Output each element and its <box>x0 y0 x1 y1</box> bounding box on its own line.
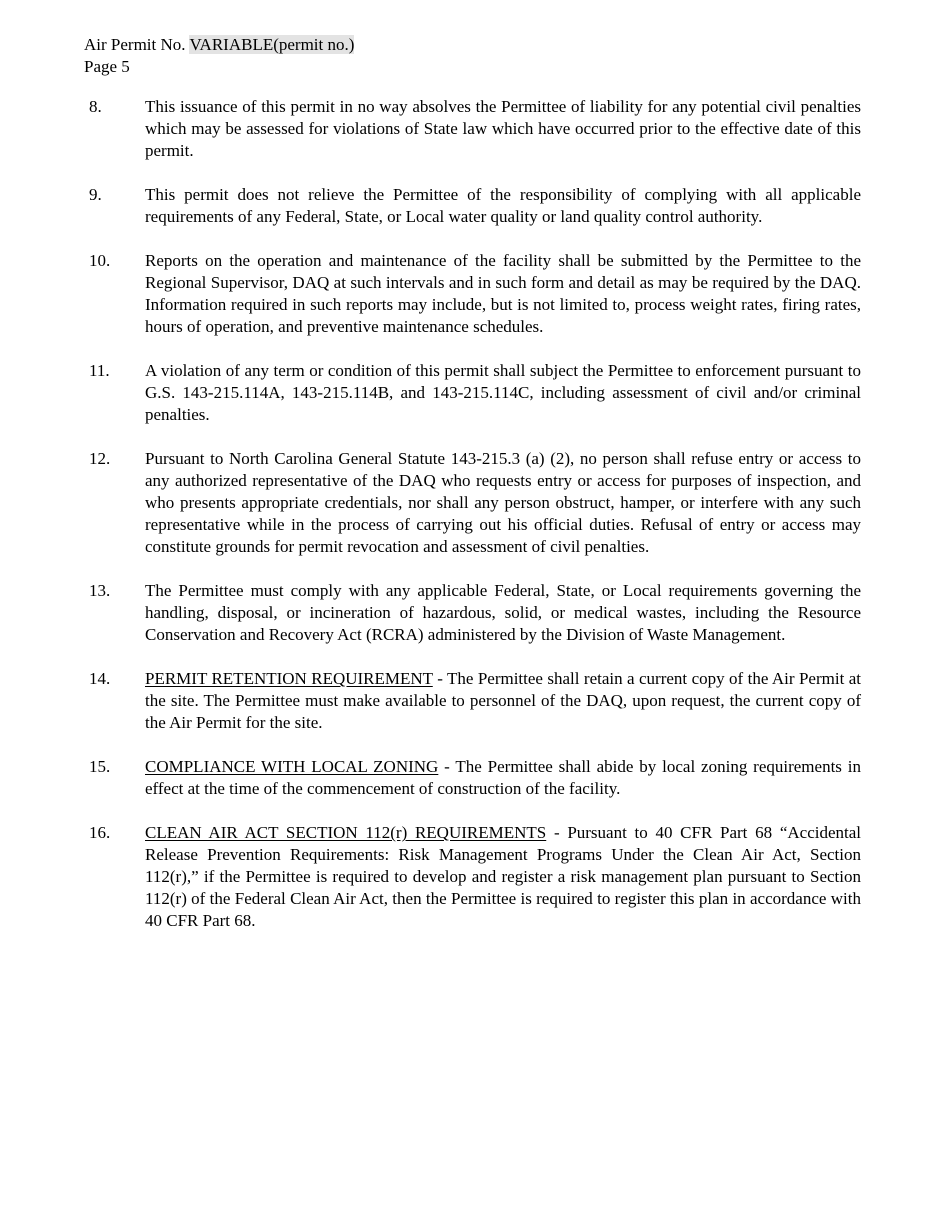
conditions-list <box>89 96 861 954</box>
condition-title: PERMIT RETENTION REQUIREMENT <box>145 669 433 688</box>
condition-item <box>89 822 861 932</box>
condition-number: 12. <box>89 449 111 468</box>
condition-body: The Permittee must comply with any applicable Federal, State, or Local requirements governing the handling, disposal, or incineration of hazardous, solid, or medical wastes, including the Resource Conservation and Recovery Act (RCRA) administered by the Division of Waste Management. <box>145 581 861 644</box>
condition-number: 13. <box>89 581 111 600</box>
condition-body: A violation of any term or condition of this permit shall subject the Permittee to enforcement pursuant to G.S. 143-215.114A, 143-215.114B, and 143-215.114C, including assessment of civil and/or criminal penalties. <box>145 361 861 424</box>
condition-item <box>89 184 861 228</box>
page-number: Page 5 <box>84 57 130 76</box>
condition-body: Pursuant to North Carolina General Statute 143-215.3 (a) (2), no person shall refuse entry or access to any authorized representative of the DAQ who requests entry or access for purposes of inspection, and who presents appropriate credentials, nor shall any person obstruct, hamper, or interfere with any such representative while in the process of carrying out his official duties. Refusal of entry or access may constitute grounds for permit revocation and assessment of civil penalties. <box>145 449 861 556</box>
permit-number-line <box>84 34 354 56</box>
condition-item <box>89 448 861 558</box>
permit-number-field-end: ) <box>348 35 355 54</box>
condition-number: 9. <box>89 185 102 204</box>
condition-text <box>145 822 861 932</box>
permit-number-field: VARIABLE(permit no. <box>189 35 349 54</box>
condition-item <box>89 96 861 162</box>
condition-number: 16. <box>89 823 111 842</box>
condition-item <box>89 250 861 338</box>
condition-text <box>145 448 861 558</box>
condition-title: COMPLIANCE WITH LOCAL ZONING <box>145 757 439 776</box>
condition-title: CLEAN AIR ACT SECTION 112(r) REQUIREMENTS <box>145 823 547 842</box>
condition-number: 11. <box>89 361 110 380</box>
condition-text <box>145 756 861 800</box>
condition-number: 10. <box>89 251 111 270</box>
condition-item <box>89 580 861 646</box>
page-header <box>84 34 354 78</box>
condition-item <box>89 668 861 734</box>
condition-number: 15. <box>89 757 111 776</box>
permit-label: Air Permit No. <box>84 35 190 54</box>
condition-text <box>145 250 861 338</box>
condition-body: Reports on the operation and maintenance of the facility shall be submitted by the Permittee to the Regional Supervisor, DAQ at such intervals and in such form and detail as may be required by the DAQ. Information required in such reports may include, but is not limited to, process weight rates, firing rates, hours of operation, and preventive maintenance schedules. <box>145 251 861 336</box>
condition-body: - The Permittee shall abide by local zoning requirements in effect at the time of the commencement of construction of the facility. <box>145 757 861 798</box>
condition-body: - Pursuant to 40 CFR Part 68 “Accidental Release Prevention Requirements: Risk Management Programs Under the Clean Air Act, Section 112(r),” if the Permittee is required to develop and register a risk management plan pursuant to Section 112(r) of the Federal Clean Air Act, then the Permittee is required to register this plan in accordance with 40 CFR Part 68. <box>145 823 862 930</box>
condition-text <box>145 184 861 228</box>
condition-body: This issuance of this permit in no way absolves the Permittee of liability for any potential civil penalties which may be assessed for violations of State law which have occurred prior to the effective date of this permit. <box>145 97 861 160</box>
condition-text <box>145 360 861 426</box>
condition-body: - The Permittee shall retain a current copy of the Air Permit at the site. The Permittee must make available to personnel of the DAQ, upon request, the current copy of the Air Permit for the site. <box>145 669 861 732</box>
condition-item <box>89 360 861 426</box>
condition-body: This permit does not relieve the Permittee of the responsibility of complying with all applicable requirements of any Federal, State, or Local water quality or land quality control authority. <box>145 185 861 226</box>
condition-number: 14. <box>89 669 111 688</box>
condition-text <box>145 96 861 162</box>
condition-text <box>145 668 861 734</box>
condition-item <box>89 756 861 800</box>
condition-text <box>145 580 861 646</box>
condition-number: 8. <box>89 97 102 116</box>
